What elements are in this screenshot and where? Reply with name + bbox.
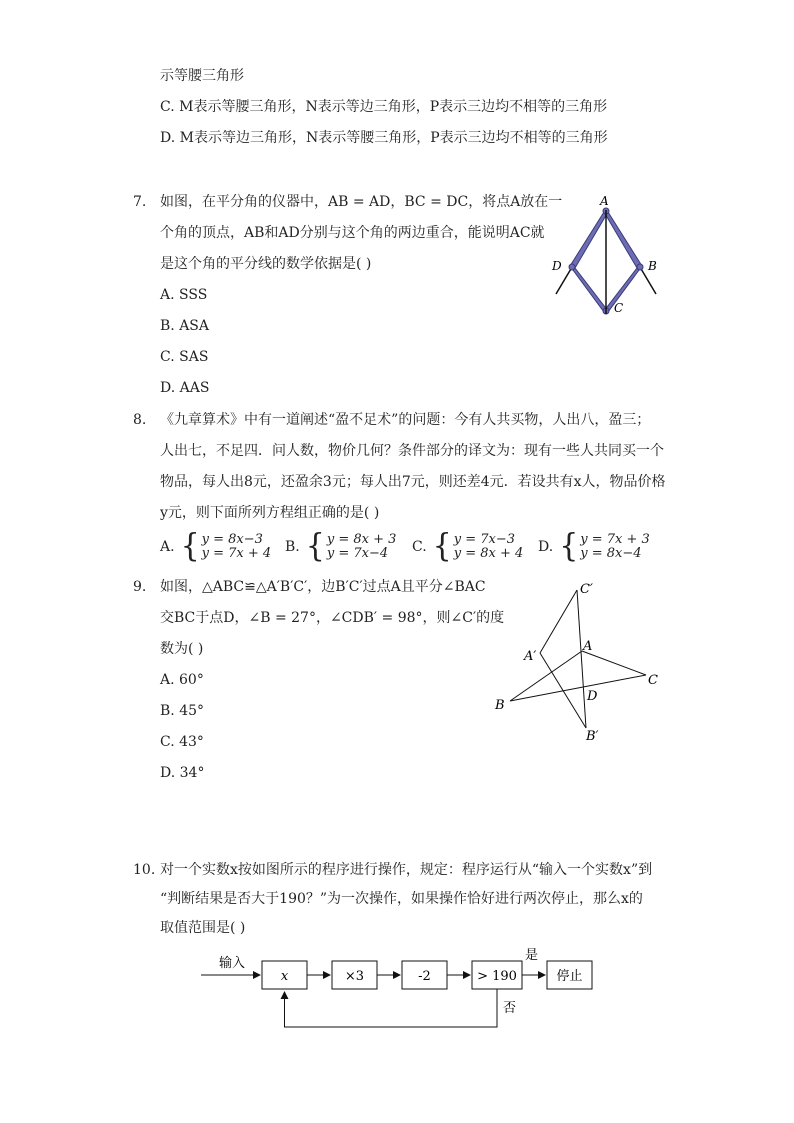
q10-line-1: 对一个实数x按如图所示的程序进行操作，规定：程序运行从“输入一个实数x”到 <box>160 862 653 878</box>
flow-input-label: 输入 <box>219 956 246 971</box>
q10-number: 10. <box>133 862 156 878</box>
q8-option-c-label: C. <box>412 539 427 555</box>
q9-segment-a1c1 <box>540 590 577 653</box>
q9-number: 9. <box>133 579 147 595</box>
q7-label-c: C <box>614 301 624 315</box>
q8-number: 8. <box>133 412 147 428</box>
q6-option-c[interactable]: C. M表示等腰三角形，N表示等边三角形，P表示三边均不相等的三角形 <box>160 99 608 115</box>
q7-label-b: B <box>648 259 657 273</box>
q7-number: 7. <box>133 194 147 210</box>
flow-no-label: 否 <box>503 1001 517 1016</box>
q9-label-c1: C′ <box>580 582 593 597</box>
q8-option-b-label: B. <box>285 539 300 555</box>
q7-option-b[interactable]: B. ASA <box>160 318 209 334</box>
q9-option-d[interactable]: D. 34° <box>160 765 205 781</box>
q7-joint-d <box>569 264 575 270</box>
q8-option-a-label: A. <box>160 539 175 555</box>
brace-glyph: { <box>559 528 579 565</box>
q7-joint-b <box>637 264 643 270</box>
q8-option-d-eq2: y = 8x−4 <box>580 546 642 561</box>
flow-box-multiply-label: ×3 <box>344 969 365 984</box>
brace-glyph: { <box>305 528 325 565</box>
q9-line-1: 如图，△ABC≌△A′B′C′，边B′C′过点A且平分∠BAC <box>160 579 486 595</box>
q9-label-d: D <box>587 689 598 704</box>
q8-line-2: 人出七，不足四．问人数，物价几何？条件部分的译文为：现有一些人共同买一个 <box>160 443 664 459</box>
q8-option-b-eq2: y = 7x−4 <box>326 546 389 561</box>
q8-option-c[interactable] <box>412 528 524 565</box>
q8-option-d[interactable] <box>538 528 650 565</box>
q10-line-3: 取值范围是( ) <box>160 920 246 936</box>
q7-bar-dc <box>570 266 608 312</box>
q8-option-c-eq1: y = 7x−3 <box>453 532 516 547</box>
q9-label-a: A <box>583 639 593 654</box>
q9-line-2: 交BC于点D，∠B = 27°，∠CDB′ = 98°，则∠C′的度 <box>160 610 505 626</box>
q8-option-a[interactable] <box>160 528 272 565</box>
q7-label-a: A <box>600 194 609 208</box>
flow-yes-label: 是 <box>525 948 539 963</box>
q7-bar-ad <box>570 212 608 268</box>
q9-segment-c1b1 <box>577 590 586 728</box>
flow-box-subtract-label: -2 <box>418 969 431 984</box>
q8-option-d-eq1: y = 7x + 3 <box>580 532 650 547</box>
q8-line-4: y元，则下面所列方程组正确的是( ) <box>160 505 380 521</box>
q7-option-d[interactable]: D. AAS <box>160 380 210 396</box>
q7-line-3: 是这个角的平分线的数学依据是( ) <box>160 256 372 272</box>
q7-label-d: D <box>552 259 562 273</box>
q8-option-a-eq1: y = 8x−3 <box>201 532 263 547</box>
flow-box-stop-label: 停止 <box>556 969 583 984</box>
q10-flowchart <box>195 945 605 1035</box>
q8-line-1: 《九章算术》中有一道阐述“盈不足术”的问题：今有人共买物，人出八，盈三； <box>160 412 651 428</box>
q9-figure <box>488 578 668 748</box>
q8-option-a-eq2: y = 7x + 4 <box>201 546 272 561</box>
q7-line-1: 如图，在平分角的仪器中，AB = AD，BC = DC，将点A放在一 <box>160 194 563 210</box>
q9-label-b: B <box>495 698 505 713</box>
q8-line-3: 物品，每人出8元，还盈余3元；每人出7元，则还差4元．若设共有x人，物品价格 <box>160 474 666 490</box>
q9-line-3: 数为( ) <box>160 641 204 657</box>
q9-segment-ba <box>510 651 582 701</box>
flow-box-compare-label: > 190 <box>477 969 517 984</box>
q9-option-c[interactable]: C. 43° <box>160 734 204 750</box>
q6-continuation: 示等腰三角形 <box>160 68 244 84</box>
q8-option-c-eq2: y = 8x + 4 <box>453 546 524 561</box>
q8-option-d-label: D. <box>538 539 554 555</box>
q9-label-c: C <box>648 673 658 688</box>
brace-glyph: { <box>180 528 200 565</box>
q7-option-c[interactable]: C. SAS <box>160 349 209 365</box>
q9-option-a[interactable]: A. 60° <box>160 672 204 688</box>
q9-label-a1: A′ <box>524 649 537 664</box>
q6-option-d[interactable]: D. M表示等边三角形，N表示等腰三角形，P表示三边均不相等的三角形 <box>160 130 608 146</box>
brace-glyph: { <box>432 528 452 565</box>
flow-loop-arrow <box>285 989 498 1027</box>
q7-line-2: 个角的顶点，AB和AD分别与这个角的两边重合，能说明AC就 <box>160 225 545 241</box>
q7-option-a[interactable]: A. SSS <box>160 287 208 303</box>
q10-line-2: “判断结果是否大于190？”为一次操作，如果操作恰好进行两次停止，那么x的 <box>160 891 643 907</box>
flow-box-x-label: x <box>280 969 289 984</box>
q7-figure <box>548 190 668 325</box>
q7-bar-ab <box>604 212 642 268</box>
q9-label-b1: B′ <box>586 729 599 744</box>
q9-segment-bc <box>510 675 646 701</box>
q9-option-b[interactable]: B. 45° <box>160 703 205 719</box>
q8-option-b[interactable] <box>285 528 397 565</box>
q8-option-b-eq1: y = 8x + 3 <box>326 532 397 547</box>
q9-segment-ac <box>582 651 646 675</box>
